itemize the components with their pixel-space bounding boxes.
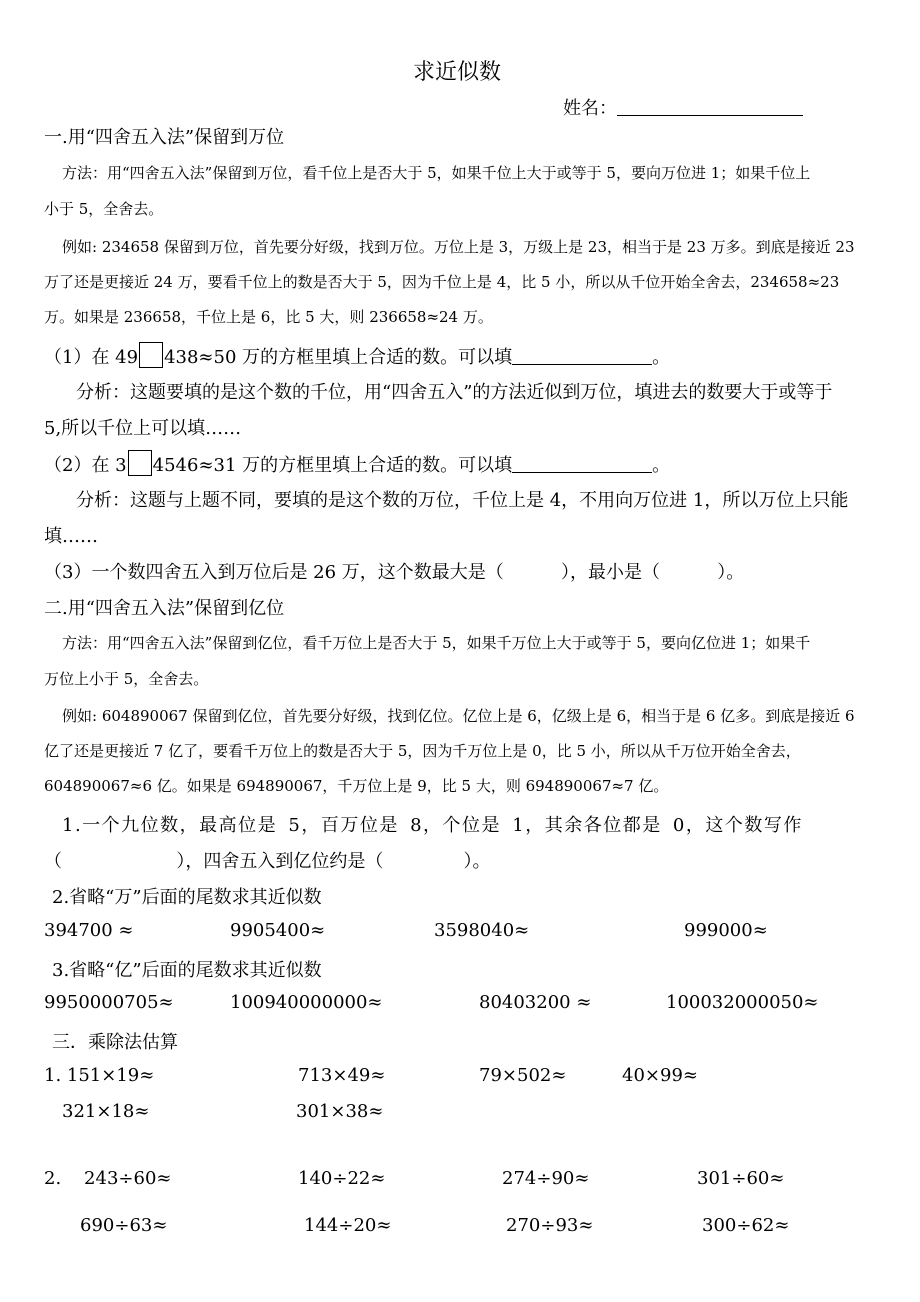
s2-example-line-1: 例如: 604890067 保留到亿位，首先要分好级，找到亿位。亿位上是 6，亿级上是 6，相当于是 6 亿多。到底是接近 6 xyxy=(62,707,855,725)
q1-text-b: 438≈50 万的方框里填上合适的数。可以填 xyxy=(164,347,513,368)
q2-fill-box[interactable] xyxy=(128,450,152,476)
s1-example-line-2: 万了还是更接近 24 万，要看千位上的数是否大于 5，因为千位上是 4，比 5 小，所以从千位开始全舍去，234658≈23 xyxy=(44,273,840,291)
s3-calc-item: 300÷62≈ xyxy=(702,1215,790,1236)
name-label: 姓名： xyxy=(563,98,617,119)
s2-example-line-3: 604890067≈6 亿。如果是 694890067，千万位上是 9，比 5 大，则 694890067≈7 亿。 xyxy=(44,777,669,795)
s1-method-line-1: 方法：用“四舍五入法”保留到万位，看千位上是否大于 5，如果千位上大于或等于 5，要向万位进 1；如果千位上 xyxy=(62,164,811,182)
s1-q1-analysis-1: 分析：这题要填的是这个数的千位，用“四舍五入”的方法近似到万位，填进去的数要大于或等于 xyxy=(76,382,833,403)
s2-question-1-line-2: （ ），四舍五入到亿位约是（ ）。 xyxy=(44,851,491,872)
s2-q3-item: 80403200 ≈ xyxy=(479,992,592,1013)
q2-text-b: 4546≈31 万的方框里填上合适的数。可以填 xyxy=(152,455,513,476)
page-title: 求近似数 xyxy=(413,60,502,85)
name-field xyxy=(563,94,803,120)
s2-example-line-2: 亿了还是更接近 7 亿了，要看千万位上的数是否大于 5，因为千万位上是 0，比 5 小，所以从千万位开始全舍去， xyxy=(44,742,801,760)
s2-question-3-heading: 3.省略“亿”后面的尾数求其近似数 xyxy=(52,960,322,981)
s1-example-line-1: 例如: 234658 保留到万位，首先要分好级，找到万位。万位上是 3，万级上是 23，相当于是 23 万多。到底是接近 23 xyxy=(62,238,855,256)
s2-q2-item: 9905400≈ xyxy=(230,920,326,941)
q2-answer-blank[interactable] xyxy=(512,456,652,473)
s3-calc-item: 1. 151×19≈ xyxy=(44,1065,155,1086)
s1-q2-analysis-1: 分析：这题与上题不同，要填的是这个数的万位，千位上是 4，不用向万位进 1，所以万位上只能 xyxy=(76,490,849,511)
s1-question-1 xyxy=(44,342,670,369)
q1-answer-blank[interactable] xyxy=(512,348,652,365)
s3-calc-item: 144÷20≈ xyxy=(304,1215,392,1236)
s1-example-line-3: 万。如果是 236658，千位上是 6，比 5 大，则 236658≈24 万。 xyxy=(44,308,493,326)
s1-q2-analysis-2: 填…… xyxy=(44,526,98,547)
s3-calc-item: 713×49≈ xyxy=(298,1065,386,1086)
s3-calc-item: 321×18≈ xyxy=(62,1101,150,1122)
s2-question-1-line-1: 1.一个九位数，最高位是 5，百万位是 8，个位是 1，其余各位都是 0，这个数写作 xyxy=(62,815,803,836)
s1-question-3: （3）一个数四舍五入到万位后是 26 万，这个数最大是（ ），最小是（ ）。 xyxy=(44,562,745,583)
q1-text-c: 。 xyxy=(652,347,671,368)
s3-calc-item: 301×38≈ xyxy=(296,1101,384,1122)
q1-text-a: （1）在 49 xyxy=(44,347,139,368)
s3-calc-item: 2. 243÷60≈ xyxy=(44,1168,172,1189)
s2-method-line-1: 方法：用“四舍五入法”保留到亿位，看千万位上是否大于 5，如果千万位上大于或等于 5，要向亿位进 1；如果千 xyxy=(62,634,811,652)
s1-q1-analysis-2: 5,所以千位上可以填…… xyxy=(44,418,242,439)
s3-calc-item: 40×99≈ xyxy=(622,1065,698,1086)
s1-question-2 xyxy=(44,450,670,477)
s2-question-2-heading: 2.省略“万”后面的尾数求其近似数 xyxy=(52,887,322,908)
s3-calc-item: 274÷90≈ xyxy=(502,1168,590,1189)
s2-q2-item: 3598040≈ xyxy=(434,920,530,941)
s2-q3-item: 9950000705≈ xyxy=(44,992,174,1013)
s2-q2-item: 394700 ≈ xyxy=(44,920,134,941)
s3-calc-item: 270÷93≈ xyxy=(506,1215,594,1236)
s1-method-line-2: 小于 5，全舍去。 xyxy=(44,200,164,218)
s3-calc-item: 690÷63≈ xyxy=(80,1215,168,1236)
q2-text-c: 。 xyxy=(652,455,671,476)
q2-text-a: （2）在 3 xyxy=(44,455,127,476)
s2-q2-item: 999000≈ xyxy=(684,920,768,941)
section-3-heading: 三．乘除法估算 xyxy=(52,1032,178,1053)
s3-calc-item: 79×502≈ xyxy=(479,1065,567,1086)
s2-q3-item: 100032000050≈ xyxy=(666,992,819,1013)
s3-calc-item: 140÷22≈ xyxy=(298,1168,386,1189)
section-1-heading: 一.用“四舍五入法”保留到万位 xyxy=(44,127,285,148)
section-2-heading: 二.用“四舍五入法”保留到亿位 xyxy=(44,598,285,619)
q1-fill-box[interactable] xyxy=(139,342,163,368)
s2-q3-item: 100940000000≈ xyxy=(230,992,383,1013)
s2-method-line-2: 万位上小于 5，全舍去。 xyxy=(44,670,209,688)
name-blank[interactable] xyxy=(617,101,803,116)
s3-calc-item: 301÷60≈ xyxy=(697,1168,785,1189)
